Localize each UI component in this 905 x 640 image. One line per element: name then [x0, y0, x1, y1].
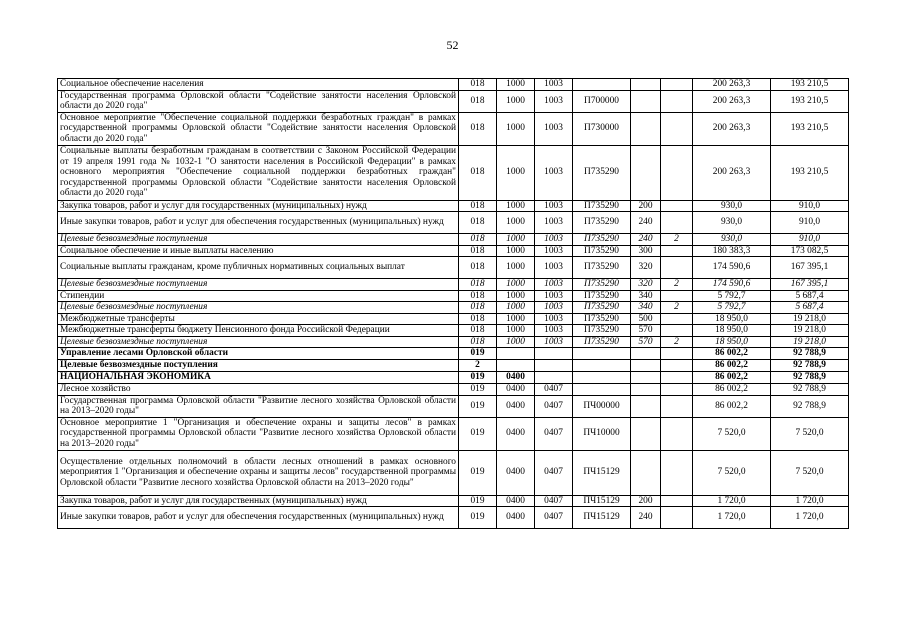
- cell-gr: 018: [459, 257, 497, 279]
- table-row: [58, 200, 849, 212]
- row-name: Государственная программа Орловской области "Развитие лесного хозяйства Орловской области на 2013–2020 годы": [58, 395, 459, 417]
- cell-src: 2: [661, 302, 693, 314]
- cell-pr: 1003: [535, 200, 573, 212]
- table-row: [58, 112, 849, 145]
- cell-year1: 174 590,6: [693, 279, 771, 291]
- row-name: Стипендии: [58, 290, 459, 302]
- table-row: [58, 313, 849, 325]
- cell-year1: 930,0: [693, 212, 771, 234]
- row-name: Государственная программа Орловской области "Содействие занятости населения Орловской области до 2020 года": [58, 90, 459, 112]
- table-row: [58, 348, 849, 360]
- cell-year2: 167 395,1: [771, 257, 849, 279]
- cell-rz: 1000: [497, 245, 535, 257]
- table-row: [58, 245, 849, 257]
- cell-src: [661, 348, 693, 360]
- cell-src: [661, 257, 693, 279]
- cell-pr: [535, 372, 573, 384]
- cell-csr: П735290: [573, 145, 631, 200]
- cell-gr: 019: [459, 372, 497, 384]
- cell-csr: П735290: [573, 325, 631, 337]
- cell-gr: 019: [459, 495, 497, 507]
- cell-pr: [535, 360, 573, 372]
- row-name: Иные закупки товаров, работ и услуг для обеспечения государственных (муниципальных) нужд: [58, 212, 459, 234]
- cell-year1: 1 720,0: [693, 495, 771, 507]
- cell-pr: 0407: [535, 450, 573, 495]
- cell-year2: 5 687,4: [771, 302, 849, 314]
- cell-gr: 019: [459, 507, 497, 529]
- cell-rz: 0400: [497, 384, 535, 396]
- cell-src: [661, 395, 693, 417]
- cell-src: [661, 313, 693, 325]
- cell-year2: 7 520,0: [771, 450, 849, 495]
- cell-csr: [573, 360, 631, 372]
- cell-pr: 0407: [535, 384, 573, 396]
- cell-rz: 0400: [497, 417, 535, 450]
- table-row: [58, 336, 849, 348]
- row-name: Основное мероприятие "Обеспечение социальной поддержки безработных граждан" в рамках государственной программы Орловской области "Содействие занятости населения Орловской области до 2020 года": [58, 112, 459, 145]
- table-row: [58, 395, 849, 417]
- cell-gr: 018: [459, 112, 497, 145]
- row-name: НАЦИОНАЛЬНАЯ ЭКОНОМИКА: [58, 372, 459, 384]
- cell-rz: 1000: [497, 200, 535, 212]
- cell-gr: 018: [459, 79, 497, 91]
- cell-src: [661, 290, 693, 302]
- table-row: [58, 234, 849, 246]
- cell-year1: 86 002,2: [693, 395, 771, 417]
- cell-rz: 0400: [497, 372, 535, 384]
- table-row: [58, 417, 849, 450]
- cell-pr: 1003: [535, 313, 573, 325]
- cell-src: [661, 325, 693, 337]
- cell-rz: 0400: [497, 395, 535, 417]
- cell-vr: 570: [631, 325, 661, 337]
- cell-year1: 7 520,0: [693, 417, 771, 450]
- cell-csr: П735290: [573, 257, 631, 279]
- cell-gr: 018: [459, 290, 497, 302]
- cell-rz: 1000: [497, 112, 535, 145]
- cell-year1: 200 263,3: [693, 79, 771, 91]
- cell-year1: 86 002,2: [693, 360, 771, 372]
- cell-gr: 019: [459, 417, 497, 450]
- cell-year2: 19 218,0: [771, 325, 849, 337]
- cell-pr: 1003: [535, 234, 573, 246]
- cell-pr: 0407: [535, 495, 573, 507]
- cell-src: [661, 90, 693, 112]
- cell-gr: 018: [459, 313, 497, 325]
- cell-vr: 500: [631, 313, 661, 325]
- cell-src: [661, 507, 693, 529]
- cell-csr: П735290: [573, 336, 631, 348]
- cell-year2: 167 395,1: [771, 279, 849, 291]
- row-name: Целевые безвозмездные поступления: [58, 302, 459, 314]
- table-row: [58, 507, 849, 529]
- cell-year2: 7 520,0: [771, 417, 849, 450]
- cell-year1: 86 002,2: [693, 372, 771, 384]
- cell-pr: 1003: [535, 79, 573, 91]
- cell-csr: ПЧ10000: [573, 417, 631, 450]
- cell-gr: 018: [459, 325, 497, 337]
- table-row: [58, 279, 849, 291]
- cell-csr: [573, 372, 631, 384]
- cell-rz: 0400: [497, 507, 535, 529]
- table-row: [58, 290, 849, 302]
- cell-gr: 018: [459, 200, 497, 212]
- row-name: Закупка товаров, работ и услуг для государственных (муниципальных) нужд: [58, 200, 459, 212]
- cell-rz: [497, 348, 535, 360]
- cell-vr: [631, 372, 661, 384]
- cell-pr: 1003: [535, 336, 573, 348]
- cell-vr: [631, 145, 661, 200]
- cell-csr: ПЧ00000: [573, 395, 631, 417]
- cell-csr: П735290: [573, 302, 631, 314]
- cell-rz: 0400: [497, 495, 535, 507]
- cell-rz: 1000: [497, 257, 535, 279]
- cell-pr: 0407: [535, 395, 573, 417]
- cell-pr: 1003: [535, 302, 573, 314]
- row-name: Основное мероприятие 1 "Организация и обеспечение охраны и защиты лесов" в рамках государственной программы Орловской области "Развитие лесного хозяйства Орловской области на 2013–2020 годы": [58, 417, 459, 450]
- cell-year2: 1 720,0: [771, 495, 849, 507]
- table-row: [58, 360, 849, 372]
- row-name: Межбюджетные трансферты бюджету Пенсионного фонда Российской Федерации: [58, 325, 459, 337]
- cell-gr: 019: [459, 395, 497, 417]
- cell-year2: 92 788,9: [771, 384, 849, 396]
- row-name: Закупка товаров, работ и услуг для государственных (муниципальных) нужд: [58, 495, 459, 507]
- cell-year1: 930,0: [693, 234, 771, 246]
- cell-vr: 240: [631, 212, 661, 234]
- row-name: Межбюджетные трансферты: [58, 313, 459, 325]
- table-row: [58, 212, 849, 234]
- cell-gr: 018: [459, 234, 497, 246]
- cell-vr: 200: [631, 495, 661, 507]
- cell-year1: 930,0: [693, 200, 771, 212]
- cell-rz: 1000: [497, 325, 535, 337]
- cell-pr: 1003: [535, 325, 573, 337]
- cell-gr: 019: [459, 384, 497, 396]
- cell-vr: 200: [631, 200, 661, 212]
- cell-gr: 019: [459, 450, 497, 495]
- cell-year2: 193 210,5: [771, 90, 849, 112]
- table-row: [58, 384, 849, 396]
- cell-vr: 570: [631, 336, 661, 348]
- cell-gr: 018: [459, 279, 497, 291]
- cell-year1: 5 792,7: [693, 290, 771, 302]
- table-row: [58, 495, 849, 507]
- cell-vr: [631, 384, 661, 396]
- row-name: Социальные выплаты гражданам, кроме публичных нормативных социальных выплат: [58, 257, 459, 279]
- cell-year2: 5 687,4: [771, 290, 849, 302]
- cell-year1: 200 263,3: [693, 145, 771, 200]
- table-row: [58, 145, 849, 200]
- cell-gr: 018: [459, 302, 497, 314]
- cell-vr: [631, 417, 661, 450]
- cell-year2: 910,0: [771, 212, 849, 234]
- cell-pr: 1003: [535, 212, 573, 234]
- table-row: [58, 450, 849, 495]
- cell-rz: 1000: [497, 290, 535, 302]
- cell-vr: [631, 79, 661, 91]
- cell-pr: 1003: [535, 245, 573, 257]
- row-name: Лесное хозяйство: [58, 384, 459, 396]
- cell-csr: П735290: [573, 290, 631, 302]
- cell-csr: П735290: [573, 234, 631, 246]
- cell-year2: 173 082,5: [771, 245, 849, 257]
- cell-year1: 200 263,3: [693, 112, 771, 145]
- cell-csr: [573, 384, 631, 396]
- cell-vr: [631, 450, 661, 495]
- cell-src: [661, 79, 693, 91]
- cell-year1: 200 263,3: [693, 90, 771, 112]
- cell-csr: П735290: [573, 245, 631, 257]
- cell-csr: П700000: [573, 90, 631, 112]
- table-body: [58, 79, 849, 529]
- row-name: Осуществление отдельных полномочий в области лесных отношений в рамках основного мероприятия 1 "Организация и обеспечение охраны и защиты лесов" государственной программы Орловской области "Развитие лесного хозяйства Орловской области на 2013–2020 годы": [58, 450, 459, 495]
- cell-rz: 1000: [497, 279, 535, 291]
- row-name: Социальные выплаты безработным гражданам в соответствии с Законом Российской Федерации от 19 апреля 1991 года № 1032-1 "О занятости населения в Российской Федерации" в рамках основного мероприятия "Обеспечение социальной поддержки безработных граждан" государственной программы Орловской области "Содействие занятости населения Орловской области до 2020 года": [58, 145, 459, 200]
- cell-year2: 92 788,9: [771, 360, 849, 372]
- cell-year2: 1 720,0: [771, 507, 849, 529]
- cell-vr: 240: [631, 234, 661, 246]
- cell-src: [661, 372, 693, 384]
- cell-year2: 92 788,9: [771, 372, 849, 384]
- cell-rz: 1000: [497, 90, 535, 112]
- cell-year1: 18 950,0: [693, 313, 771, 325]
- cell-gr: 2: [459, 360, 497, 372]
- row-name: Социальное обеспечение населения: [58, 79, 459, 91]
- cell-year2: 193 210,5: [771, 79, 849, 91]
- row-name: Целевые безвозмездные поступления: [58, 234, 459, 246]
- cell-year2: 910,0: [771, 200, 849, 212]
- cell-year1: 180 383,3: [693, 245, 771, 257]
- cell-year2: 19 218,0: [771, 336, 849, 348]
- cell-year2: 193 210,5: [771, 112, 849, 145]
- cell-src: [661, 495, 693, 507]
- cell-src: [661, 212, 693, 234]
- budget-table: [57, 78, 849, 529]
- row-name: Социальное обеспечение и иные выплаты населению: [58, 245, 459, 257]
- cell-year1: 86 002,2: [693, 348, 771, 360]
- cell-rz: 1000: [497, 336, 535, 348]
- cell-rz: 0400: [497, 450, 535, 495]
- cell-pr: [535, 348, 573, 360]
- cell-rz: 1000: [497, 145, 535, 200]
- cell-gr: 018: [459, 90, 497, 112]
- cell-src: 2: [661, 279, 693, 291]
- cell-pr: 1003: [535, 257, 573, 279]
- cell-src: [661, 200, 693, 212]
- cell-year1: 5 792,7: [693, 302, 771, 314]
- cell-vr: 320: [631, 279, 661, 291]
- table-row: [58, 79, 849, 91]
- cell-src: [661, 360, 693, 372]
- cell-rz: 1000: [497, 234, 535, 246]
- cell-year2: 19 218,0: [771, 313, 849, 325]
- cell-src: [661, 245, 693, 257]
- cell-rz: 1000: [497, 79, 535, 91]
- cell-src: 2: [661, 234, 693, 246]
- table-row: [58, 302, 849, 314]
- cell-csr: П735290: [573, 279, 631, 291]
- cell-year1: 18 950,0: [693, 336, 771, 348]
- cell-vr: [631, 395, 661, 417]
- cell-vr: 340: [631, 302, 661, 314]
- cell-gr: 018: [459, 336, 497, 348]
- cell-src: [661, 384, 693, 396]
- cell-gr: 018: [459, 212, 497, 234]
- cell-year1: 1 720,0: [693, 507, 771, 529]
- cell-vr: 340: [631, 290, 661, 302]
- cell-csr: П730000: [573, 112, 631, 145]
- cell-csr: ПЧ15129: [573, 507, 631, 529]
- cell-pr: 0407: [535, 417, 573, 450]
- cell-vr: 300: [631, 245, 661, 257]
- table-row: [58, 257, 849, 279]
- cell-pr: 0407: [535, 507, 573, 529]
- cell-csr: П735290: [573, 313, 631, 325]
- cell-src: 2: [661, 336, 693, 348]
- cell-year1: 7 520,0: [693, 450, 771, 495]
- cell-src: [661, 417, 693, 450]
- table-row: [58, 90, 849, 112]
- page-number: 52: [446, 38, 459, 52]
- cell-src: [661, 112, 693, 145]
- table-row: [58, 372, 849, 384]
- cell-vr: 320: [631, 257, 661, 279]
- cell-src: [661, 145, 693, 200]
- cell-year2: 193 210,5: [771, 145, 849, 200]
- cell-rz: 1000: [497, 212, 535, 234]
- cell-year2: 92 788,9: [771, 395, 849, 417]
- cell-gr: 019: [459, 348, 497, 360]
- cell-csr: [573, 79, 631, 91]
- row-name: Иные закупки товаров, работ и услуг для обеспечения государственных (муниципальных) нужд: [58, 507, 459, 529]
- row-name: Целевые безвозмездные поступления: [58, 336, 459, 348]
- cell-pr: 1003: [535, 279, 573, 291]
- cell-csr: ПЧ15129: [573, 450, 631, 495]
- cell-vr: 240: [631, 507, 661, 529]
- cell-vr: [631, 348, 661, 360]
- cell-year2: 910,0: [771, 234, 849, 246]
- cell-vr: [631, 360, 661, 372]
- cell-csr: ПЧ15129: [573, 495, 631, 507]
- row-name: Управление лесами Орловской области: [58, 348, 459, 360]
- cell-gr: 018: [459, 145, 497, 200]
- cell-csr: П735290: [573, 212, 631, 234]
- cell-year1: 86 002,2: [693, 384, 771, 396]
- cell-pr: 1003: [535, 290, 573, 302]
- cell-src: [661, 450, 693, 495]
- cell-rz: 1000: [497, 302, 535, 314]
- cell-pr: 1003: [535, 145, 573, 200]
- cell-rz: 1000: [497, 313, 535, 325]
- cell-year1: 174 590,6: [693, 257, 771, 279]
- cell-rz: [497, 360, 535, 372]
- cell-pr: 1003: [535, 112, 573, 145]
- cell-year1: 18 950,0: [693, 325, 771, 337]
- cell-pr: 1003: [535, 90, 573, 112]
- row-name: Целевые безвозмездные поступления: [58, 360, 459, 372]
- cell-csr: [573, 348, 631, 360]
- cell-year2: 92 788,9: [771, 348, 849, 360]
- cell-csr: П735290: [573, 200, 631, 212]
- table-row: [58, 325, 849, 337]
- cell-gr: 018: [459, 245, 497, 257]
- cell-vr: [631, 112, 661, 145]
- row-name: Целевые безвозмездные поступления: [58, 279, 459, 291]
- cell-vr: [631, 90, 661, 112]
